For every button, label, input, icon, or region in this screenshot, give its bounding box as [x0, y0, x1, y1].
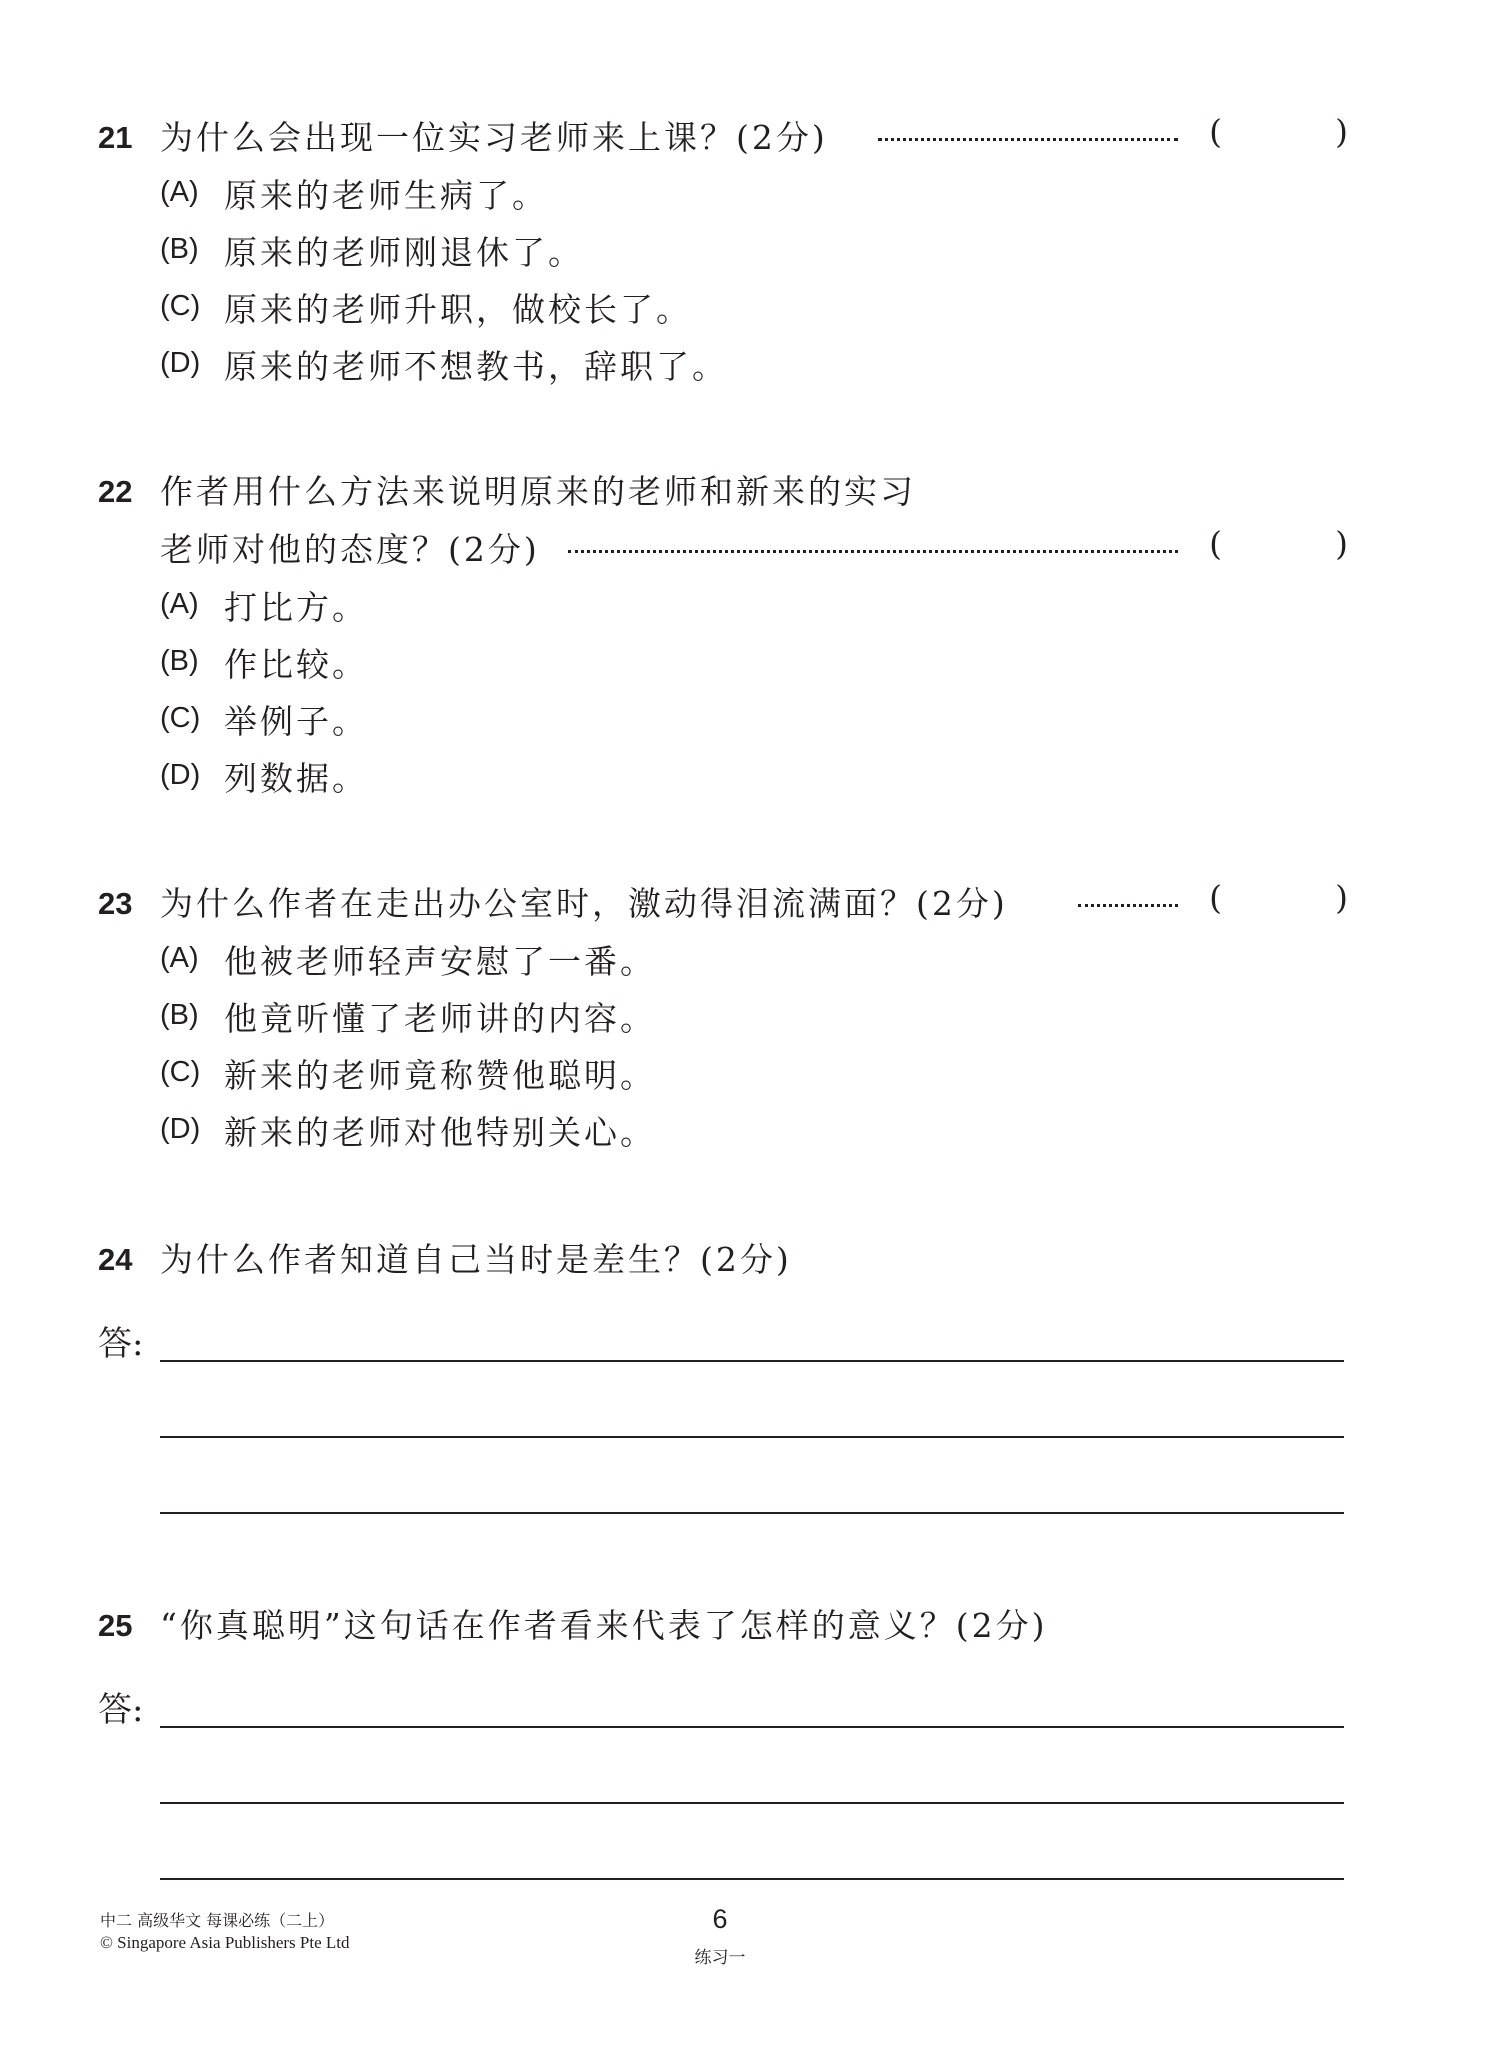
- option-text: 举例子。: [224, 702, 368, 741]
- option-letter: (C): [160, 1056, 201, 1088]
- answer-line[interactable]: [160, 1726, 1344, 1728]
- question-23-line: [98, 878, 1348, 936]
- question-24-line: [98, 1234, 1348, 1292]
- option-text: 原来的老师刚退休了。: [224, 233, 584, 272]
- answer-line[interactable]: [160, 1512, 1344, 1514]
- option-text: 新来的老师对他特别关心。: [224, 1113, 656, 1152]
- leader-dots: [568, 550, 1178, 553]
- question-25-line: [98, 1600, 1348, 1658]
- answer-paren-open: (: [1209, 524, 1222, 563]
- answer-label: 答:: [98, 1690, 144, 1730]
- option-text: 打比方。: [224, 588, 368, 627]
- option-d: [160, 341, 1348, 398]
- answer-line[interactable]: [160, 1436, 1344, 1438]
- option-text: 原来的老师不想教书，辞职了。: [224, 347, 728, 386]
- option-letter: (B): [160, 233, 199, 265]
- question-text: 为什么作者在走出办公室时，激动得泪流满面？(2分): [160, 884, 1008, 923]
- question-22: [98, 466, 1348, 810]
- footer-left: [100, 1910, 350, 1954]
- option-c: [160, 1050, 1348, 1107]
- question-text: 作者用什么方法来说明原来的老师和新来的实习: [160, 472, 916, 511]
- question-text: 为什么作者知道自己当时是差生？(2分): [160, 1240, 792, 1279]
- option-b: [160, 227, 1348, 284]
- option-letter: (C): [160, 702, 201, 734]
- page-number: 6: [712, 1904, 728, 1934]
- option-d: [160, 1107, 1348, 1164]
- option-b: [160, 993, 1348, 1050]
- question-24: [98, 1234, 1348, 1292]
- option-c: [160, 284, 1348, 341]
- question-text: “你真聪明”这句话在作者看来代表了怎样的意义？(2分): [160, 1606, 1048, 1645]
- question-text: 为什么会出现一位实习老师来上课？(2分): [160, 118, 828, 157]
- question-23: [98, 878, 1348, 1164]
- answer-paren-close: ): [1335, 878, 1348, 917]
- option-letter: (D): [160, 759, 201, 791]
- option-text: 他被老师轻声安慰了一番。: [224, 942, 656, 981]
- option-a: [160, 936, 1348, 993]
- option-letter: (A): [160, 942, 199, 974]
- option-letter: (B): [160, 999, 199, 1031]
- option-d: [160, 753, 1348, 810]
- option-text: 原来的老师升职，做校长了。: [224, 290, 692, 329]
- option-text: 他竟听懂了老师讲的内容。: [224, 999, 656, 1038]
- answer-paren-open: (: [1209, 112, 1222, 151]
- option-letter: (A): [160, 588, 199, 620]
- question-22-line-2: [98, 524, 1348, 582]
- answer-line[interactable]: [160, 1802, 1344, 1804]
- option-letter: (B): [160, 645, 199, 677]
- option-letter: (D): [160, 347, 201, 379]
- option-text: 新来的老师竟称赞他聪明。: [224, 1056, 656, 1095]
- answer-line[interactable]: [160, 1360, 1344, 1362]
- publisher-copyright: © Singapore Asia Publishers Pte Ltd: [100, 1933, 350, 1952]
- question-number: 24: [98, 1242, 133, 1277]
- option-c: [160, 696, 1348, 753]
- question-21-line: [98, 112, 1348, 170]
- option-letter: (D): [160, 1113, 201, 1145]
- option-letter: (A): [160, 176, 199, 208]
- option-a: [160, 582, 1348, 639]
- question-number: 22: [98, 474, 133, 509]
- question-number: 21: [98, 120, 133, 155]
- option-letter: (C): [160, 290, 201, 322]
- question-21: [98, 112, 1348, 398]
- answer-paren-close: ): [1335, 112, 1348, 151]
- option-a: [160, 170, 1348, 227]
- answer-paren-close: ): [1335, 524, 1348, 563]
- exercise-label: 练习一: [694, 1948, 746, 1968]
- option-b: [160, 639, 1348, 696]
- answer-label: 答:: [98, 1324, 144, 1364]
- option-text: 作比较。: [224, 645, 368, 684]
- question-number: 25: [98, 1608, 133, 1643]
- leader-dots: [1078, 904, 1178, 907]
- option-text: 原来的老师生病了。: [224, 176, 548, 215]
- option-text: 列数据。: [224, 759, 368, 798]
- question-number: 23: [98, 886, 133, 921]
- question-25: [98, 1600, 1348, 1658]
- answer-paren-open: (: [1209, 878, 1222, 917]
- leader-dots: [878, 138, 1178, 141]
- book-title: 中二 高级华文 每课必练（二上）: [100, 1911, 335, 1930]
- answer-line[interactable]: [160, 1878, 1344, 1880]
- question-text: 老师对他的态度？(2分): [160, 530, 540, 569]
- question-22-line-1: [98, 466, 1348, 524]
